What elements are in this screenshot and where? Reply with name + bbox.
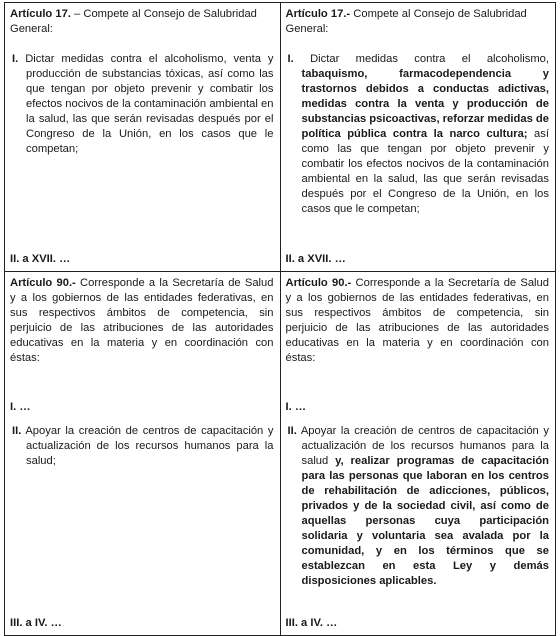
- fraction-text: Dictar medidas contra el alcoholismo, venta y producción de substancias tóxicas, así como las que tengan por objeto prevenir y combatir los efectos nocivos de la contaminación ambiental en la salud, las que serán revisadas después por el Congreso de la Unión, en los casos que le competan;: [25, 53, 274, 155]
- article-heading: [286, 7, 550, 37]
- article-number: Artículo 17.: [10, 8, 71, 20]
- fraction-number: II.: [12, 425, 22, 437]
- cell-left-art90: [5, 272, 281, 636]
- fraction-range: II. a XVII. …: [285, 253, 346, 265]
- fraction-range: III. a IV. …: [10, 617, 62, 629]
- comparison-table: [4, 2, 556, 636]
- article-heading: [286, 276, 550, 366]
- fraction-I: [10, 52, 274, 157]
- fraction-text: Apoyar la creación de centros de capacitación y actualización de los recursos humanos para la salud;: [25, 425, 274, 467]
- fraction-II: [10, 424, 274, 469]
- fraction-text-added: tabaquismo, farmacodependencia y trastornos debidos a conductas adictivas, medidas contra la venta y producción de substancias psicoactivas, reforzar medidas de política pública contra la narco cultura;: [301, 68, 549, 140]
- fraction-number: I.: [12, 53, 19, 65]
- article-number: Artículo 90.-: [10, 277, 76, 289]
- fraction-range: III. a IV. …: [285, 617, 338, 629]
- fraction-text: Apoyar la creación de centros de capacitación y actualización de los recursos humanos para la salud: [300, 425, 549, 467]
- fraction-I: I. …: [285, 401, 307, 413]
- article-heading: [10, 7, 274, 37]
- fraction-range: II. a XVII. …: [10, 253, 71, 265]
- article-heading: [10, 276, 274, 366]
- cell-right-art90: [280, 272, 556, 636]
- article-number: Artículo 17.-: [285, 8, 351, 20]
- article-intro: Compete al Consejo de Salubridad General:: [285, 8, 527, 35]
- fraction-text: Dictar medidas contra el alcoholismo,: [310, 53, 549, 65]
- cell-left-art17: [5, 3, 281, 272]
- fraction-text-added: y, realizar programas de capacitación para las personas que laboran en los centros de rehabilitación de adicciones, públicos, privados y de la sociedad civil, así como de aquellas personas cuya participación solidaria y voluntaria sea avalada por la comunidad, y en los términos que se establezcan en esta Ley y demás disposiciones aplicables.: [301, 455, 549, 587]
- cell-right-art17: [280, 3, 556, 272]
- fraction-I: [286, 52, 550, 217]
- fraction-number: II.: [287, 425, 297, 437]
- table-row: [5, 272, 556, 636]
- fraction-text: así como las que tengan por objeto prevenir y combatir los efectos nocivos de la contaminación ambiental en la salud, las que serán revisadas después por el Congreso de la Unión, en los casos que le competan;: [301, 128, 549, 215]
- article-intro: Corresponde a la Secretaría de Salud y a los gobiernos de las entidades federativas, en sus respectivos ámbitos de competencia, sin perjuicio de las atribuciones de las autoridades educativas en la materia y en coordinación con éstas:: [10, 277, 274, 364]
- table-row: [5, 3, 556, 272]
- fraction-number: I.: [287, 53, 294, 65]
- article-number: Artículo 90.-: [285, 277, 352, 289]
- fraction-I: I. …: [10, 401, 31, 413]
- article-intro: Corresponde a la Secretaría de Salud y a los gobiernos de las entidades federativas, en sus respectivos ámbitos de competencia, sin perjuicio de las atribuciones de las autoridades educativas en la materia y en coordinación con éstas:: [285, 277, 549, 364]
- article-intro: – Compete al Consejo de Salubridad General:: [10, 8, 257, 35]
- fraction-II: [286, 424, 550, 589]
